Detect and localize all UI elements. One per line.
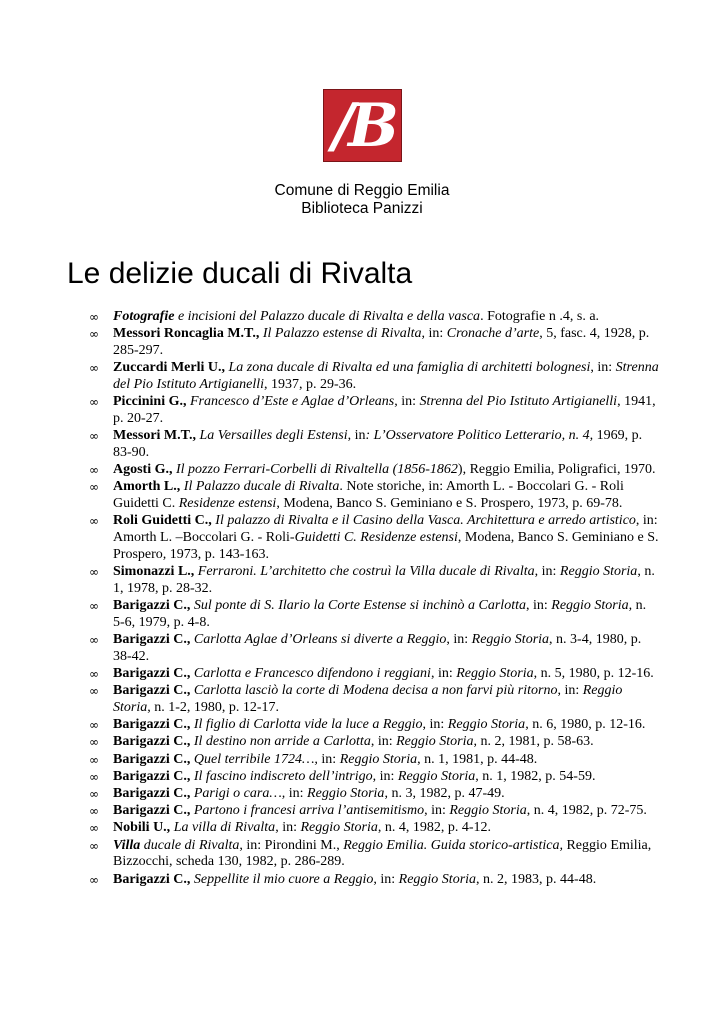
entry-author: Barigazzi C., [113, 768, 191, 784]
entry-title-text: Sul ponte di S. Ilario la Corte Estense si inchinò a Carlotta [193, 598, 526, 614]
entry-text: , in: [424, 803, 450, 819]
entry-text: , n. 5, 1980, p. 12-16. [533, 666, 654, 682]
bibliography-entry [89, 513, 659, 563]
entry-text: , in: Pirondini M., [239, 837, 344, 853]
entry-title-text: Carlotta Aglae d’Orleans si diverte a Reggio [193, 632, 447, 648]
entry-author: Barigazzi C., [113, 598, 191, 614]
entry-text: Reggio Emilia, Bizzocchi, scheda 130, 1982, p. 286-289. [113, 837, 652, 870]
bibliography-list [89, 309, 659, 889]
entry-author: Nobili U., [113, 820, 171, 836]
entry-text: , n. 4, 1982, p. 4-12. [377, 820, 492, 836]
entry-author: Barigazzi C., [113, 871, 191, 887]
entry-author: Barigazzi C., [113, 717, 191, 733]
entry-text: , in: [394, 394, 420, 410]
entry-title-text: e incisioni del Palazzo ducale di Rivalta e della vasca [174, 309, 481, 324]
bibliography-entry [89, 564, 659, 598]
infinity-bullet-icon: ∞ [89, 514, 99, 529]
bibliography-entry [89, 872, 659, 889]
bibliography-entry [89, 838, 659, 872]
entry-title-text: Reggio Storia [300, 820, 378, 836]
entry-title-text: Guidetti C. Residenze estensi [294, 530, 458, 546]
entry-text: , n. 2, 1983, p. 44-48. [476, 871, 597, 887]
entry-title-text: Carlotta e Francesco difendono i reggiani [193, 666, 431, 682]
entry-title-text: Reggio Storia [456, 666, 534, 682]
infinity-bullet-icon: ∞ [89, 327, 99, 342]
entry-author: Barigazzi C., [113, 683, 191, 699]
bibliography-entry [89, 326, 659, 360]
bibliography-entry [89, 803, 659, 820]
entry-author: Barigazzi C., [113, 751, 191, 767]
entry-text: in: [285, 785, 308, 801]
entry-title-text: Villa [113, 837, 141, 853]
entry-text: , in: [525, 598, 552, 614]
bibliography-entry [89, 786, 659, 803]
entry-title-text: Il destino non arride a Carlotta [193, 734, 371, 750]
entry-text: , 5, fasc. 4, 1928, p. 285-297. [113, 326, 650, 358]
infinity-bullet-icon: ∞ [89, 310, 99, 324]
entry-text: , in: [422, 717, 448, 733]
entry-text: , n. 1, 1982, p. 54-59. [475, 768, 596, 784]
biblioteca-panizzi-logo [323, 89, 402, 162]
bibliography-entry [89, 360, 659, 394]
entry-text: , n. 1, 1981, p. 44-48. [417, 751, 538, 767]
entry-title-text: Reggio Storia [559, 564, 638, 580]
entry-title-text: Francesco d’Este e Aglae d’Orleans [190, 394, 395, 410]
bibliography-entry [89, 820, 659, 837]
entry-text: , in: [430, 666, 457, 682]
entry-title-text: Quel terribile 1724…, [193, 751, 318, 767]
entry-title-text: Reggio Storia [307, 785, 385, 801]
entry-title-text: Cronache d’arte [446, 326, 540, 342]
entry-title-text: ducale di Rivalta [140, 837, 240, 853]
entry-text: , n. 3-4, 1980, p. 38-42. [113, 632, 642, 664]
entry-text: ), Reggio Emilia, Poligrafici, 1970. [457, 462, 656, 478]
entry-title-text: Seppellite il mio cuore a Reggio [193, 871, 374, 887]
entry-title-text: Fotografie [113, 309, 175, 324]
infinity-bullet-icon: ∞ [89, 633, 99, 648]
entry-text: , in: [446, 632, 472, 648]
bibliography-entry [89, 769, 659, 786]
entry-title-text: Reggio Storia [397, 768, 476, 784]
bibliography-entry [89, 717, 659, 734]
entry-author: Barigazzi C., [113, 734, 191, 750]
entry-author: Zuccardi Merli U., [113, 360, 225, 376]
infinity-bullet-icon: ∞ [89, 599, 99, 614]
entry-text: , in: [372, 768, 398, 784]
entry-title-text: Reggio Storia [396, 734, 474, 750]
entry-author: Barigazzi C., [113, 803, 191, 819]
entry-text: . Note storiche, in: Amorth L. - Boccolari G. - Roli Guidetti C. [113, 479, 624, 512]
entry-text: 1973, p. 143-163. [166, 546, 269, 562]
entry-title-text: : L’Osservatore Politico Letterario, n. 4, [365, 428, 594, 444]
entry-title-text: Carlotta lasciò la corte di Modena decisa a non farvi più ritorno [193, 683, 558, 699]
entry-author: Barigazzi C., [113, 632, 191, 648]
entry-text: , n. 1-2, 1980, p. 12-17. [147, 700, 280, 716]
entry-title-text: Reggio Emilia. Guida storico-artistica, [343, 837, 563, 853]
entry-author: Amorth L., [113, 479, 181, 495]
entry-title-text: Il pozzo Ferrari-Corbelli di Rivaltella (1856-1862 [176, 462, 458, 478]
infinity-bullet-icon: ∞ [89, 769, 99, 784]
entry-title-text: Parigi o cara…, [193, 785, 286, 801]
bibliography-entry [89, 734, 659, 751]
entry-title-text: Il palazzo di Rivalta e il Casino della Vasca. Architettura e arredo artistico [215, 513, 636, 529]
entry-author: Agosti G., [113, 462, 173, 478]
entry-author: Roli Guidetti C., [113, 513, 212, 529]
entry-text: n. 5-6, 1979, p. 4-8. [113, 598, 647, 630]
entry-title-text: Reggio Storia [449, 803, 527, 819]
entry-title-text: La Versailles degli Estensi [199, 428, 348, 444]
entry-text: , in: [275, 820, 301, 836]
bibliography-entry [89, 428, 659, 462]
entry-text: , n. 4, 1982, p. 72-75. [526, 803, 647, 819]
bibliography-entry [89, 394, 659, 428]
entry-author: Messori M.T., [113, 428, 196, 444]
entry-text: , n. 2, 1981, p. 58-63. [473, 734, 594, 750]
entry-title-text: La zona ducale di Rivalta ed una famiglia di architetti bolognesi [228, 360, 591, 376]
institution-header [0, 182, 724, 218]
entry-text: , in: Amorth L. –Boccolari G. - Roli- [113, 513, 658, 546]
infinity-bullet-icon: ∞ [89, 752, 99, 767]
bibliography-entry [89, 309, 659, 326]
bibliography-entry [89, 683, 659, 717]
bibliography-entry [89, 666, 659, 683]
infinity-bullet-icon: ∞ [89, 565, 99, 580]
entry-title-text: Reggio Storia [471, 632, 550, 648]
entry-text: in: [317, 751, 340, 767]
infinity-bullet-icon: ∞ [89, 718, 99, 733]
bibliography-entry [89, 632, 659, 666]
entry-text: , n. 1, 1978, p. 28-32. [113, 564, 655, 596]
entry-text: , in: [534, 564, 560, 580]
entry-title-text: Reggio Storia, [551, 598, 633, 614]
entry-title-text: Il Palazzo estense di Rivalta [262, 326, 422, 342]
infinity-bullet-icon: ∞ [89, 361, 99, 376]
entry-text: , in: [373, 871, 399, 887]
entry-text: , in: [421, 326, 447, 342]
entry-title-text: , [162, 546, 167, 562]
library-name: Biblioteca Panizzi [301, 200, 423, 217]
entry-title-text: Strenna del Pio Istituto Artigianelli [113, 360, 659, 392]
entry-author: Barigazzi C., [113, 785, 191, 801]
entry-title-text: Strenna del Pio Istituto Artigianelli [419, 394, 618, 410]
entry-text: , n. 3, 1982, p. 47-49. [384, 785, 505, 801]
infinity-bullet-icon: ∞ [89, 872, 99, 887]
entry-title-text: Reggio Storia [398, 871, 477, 887]
infinity-bullet-icon: ∞ [89, 735, 99, 750]
entry-text: , in: [590, 360, 616, 376]
infinity-bullet-icon: ∞ [89, 429, 99, 444]
entry-author: Messori Roncaglia M.T., [113, 326, 260, 342]
entry-author: Barigazzi C., [113, 666, 191, 682]
infinity-bullet-icon: ∞ [89, 804, 99, 819]
entry-title-text: Residenze estensi [178, 496, 277, 512]
entry-text: , in: [370, 734, 397, 750]
logo-letters: /B [332, 90, 393, 161]
entry-text: , in [347, 428, 366, 444]
infinity-bullet-icon: ∞ [89, 786, 99, 801]
bibliography-entry [89, 598, 659, 632]
entry-title-text: La villa di Rivalta [173, 820, 276, 836]
bibliography-entry [89, 752, 659, 769]
infinity-bullet-icon: ∞ [89, 395, 99, 410]
entry-text: 1969, p. 83-90. [113, 428, 643, 460]
entry-text: , n. 6, 1980, p. 12-16. [525, 717, 646, 733]
entry-title-text: Reggio Storia [447, 717, 526, 733]
entry-title-text: Il fascino indiscreto dell’intrigo [193, 768, 373, 784]
entry-title-text: Partono i francesi arriva l’antisemitismo [193, 803, 425, 819]
entry-text: , Modena, Banco S. Geminiano e S. Prospero [113, 530, 659, 562]
entry-title-text: Il Palazzo ducale di Rivalta [183, 479, 340, 495]
entry-title-text: Reggio Storia [113, 683, 623, 716]
entry-title-text: Ferraroni. L’architetto che costruì la Villa ducale di Rivalta [197, 564, 535, 580]
entry-text: , 1937, p. 29-36. [264, 376, 357, 392]
infinity-bullet-icon: ∞ [89, 463, 99, 478]
entry-text: , 1941, p. 20-27. [113, 394, 656, 426]
infinity-bullet-icon: ∞ [89, 480, 99, 495]
bibliography-entry [89, 462, 659, 479]
infinity-bullet-icon: ∞ [89, 838, 99, 853]
infinity-bullet-icon: ∞ [89, 684, 99, 699]
entry-title-text: Il figlio di Carlotta vide la luce a Reggio [193, 717, 423, 733]
bibliography-entry [89, 479, 659, 513]
entry-text: , in: [557, 683, 583, 699]
entry-author: Piccinini G., [113, 394, 187, 410]
entry-text: , Modena, Banco S. Geminiano e S. Prospero, 1973, p. 69-78. [276, 496, 623, 512]
municipality-name: Comune di Reggio Emilia [274, 182, 450, 199]
entry-title-text: Reggio Storia [339, 751, 418, 767]
page-title: Le delizie ducali di Rivalta [67, 257, 413, 290]
entry-text: . Fotografie n .4, s. a. [480, 309, 600, 324]
entry-author: Simonazzi L., [113, 564, 195, 580]
infinity-bullet-icon: ∞ [89, 821, 99, 836]
infinity-bullet-icon: ∞ [89, 667, 99, 682]
